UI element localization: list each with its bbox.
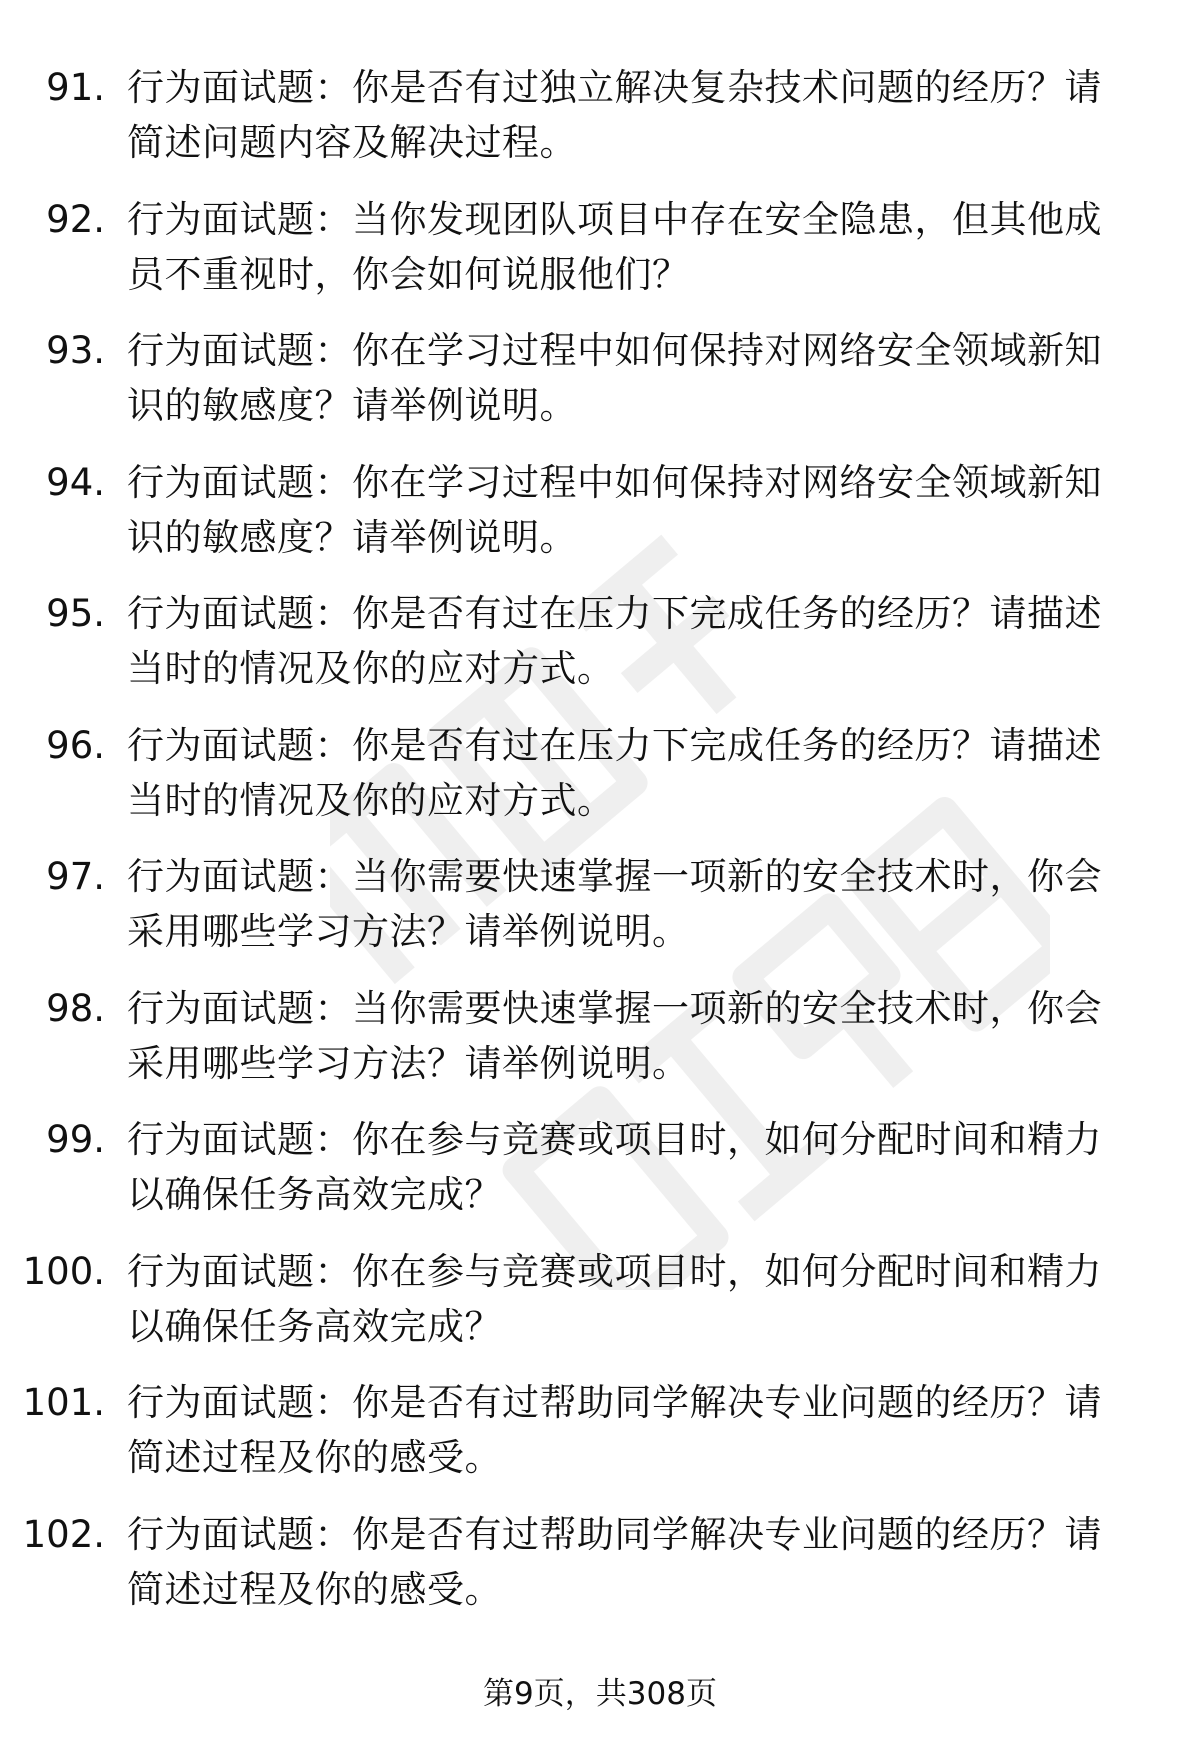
question-number: 95. [46, 592, 105, 635]
question-list [0, 60, 1200, 1638]
question-text: 行为面试题：你是否有过帮助同学解决专业问题的经历？请简述过程及你的感受。 [127, 1512, 1102, 1611]
question-item [0, 849, 1200, 981]
question-text: 行为面试题：你在学习过程中如何保持对网络安全领域新知识的敏感度？请举例说明。 [127, 329, 1102, 427]
question-item [0, 1112, 1200, 1244]
question-number: 99. [46, 1118, 105, 1161]
question-item [0, 192, 1200, 324]
question-item [0, 323, 1200, 455]
question-number: 93. [46, 329, 105, 372]
question-number: 102. [22, 1512, 105, 1556]
question-text: 行为面试题：你是否有过在压力下完成任务的经历？请描述当时的情况及你的应对方式。 [127, 723, 1102, 822]
question-item [0, 455, 1200, 587]
question-item [0, 60, 1200, 192]
page-number-label: 第9页，共308页 [483, 1676, 717, 1712]
question-text: 行为面试题：你在学习过程中如何保持对网络安全领域新知识的敏感度？请举例说明。 [127, 460, 1102, 559]
question-item [0, 1244, 1200, 1376]
question-number: 98. [46, 986, 105, 1030]
question-item [0, 1375, 1200, 1507]
question-number: 96. [46, 723, 105, 767]
question-text: 行为面试题：你在参与竞赛或项目时，如何分配时间和精力以确保任务高效完成？ [127, 1118, 1102, 1216]
question-text: 行为面试题：你在参与竞赛或项目时，如何分配时间和精力以确保任务高效完成？ [127, 1249, 1102, 1348]
question-number: 94. [46, 460, 105, 504]
question-item [0, 586, 1200, 718]
page-footer [0, 1672, 1200, 1716]
question-number: 101. [22, 1381, 105, 1424]
question-number: 97. [46, 855, 105, 898]
question-item [0, 718, 1200, 850]
question-item [0, 981, 1200, 1113]
question-text: 行为面试题：当你发现团队项目中存在安全隐患，但其他成员不重视时，你会如何说服他们？ [127, 197, 1102, 296]
question-text: 行为面试题：当你需要快速掌握一项新的安全技术时，你会采用哪些学习方法？请举例说明。 [127, 855, 1102, 953]
question-number: 100. [22, 1249, 105, 1293]
question-number: 91. [46, 66, 105, 109]
question-text: 行为面试题：你是否有过独立解决复杂技术问题的经历？请简述问题内容及解决过程。 [127, 66, 1102, 164]
question-text: 行为面试题：当你需要快速掌握一项新的安全技术时，你会采用哪些学习方法？请举例说明。 [127, 986, 1102, 1085]
question-text: 行为面试题：你是否有过帮助同学解决专业问题的经历？请简述过程及你的感受。 [127, 1381, 1102, 1479]
question-text: 行为面试题：你是否有过在压力下完成任务的经历？请描述当时的情况及你的应对方式。 [127, 592, 1102, 690]
question-item [0, 1507, 1200, 1639]
question-number: 92. [46, 197, 105, 241]
